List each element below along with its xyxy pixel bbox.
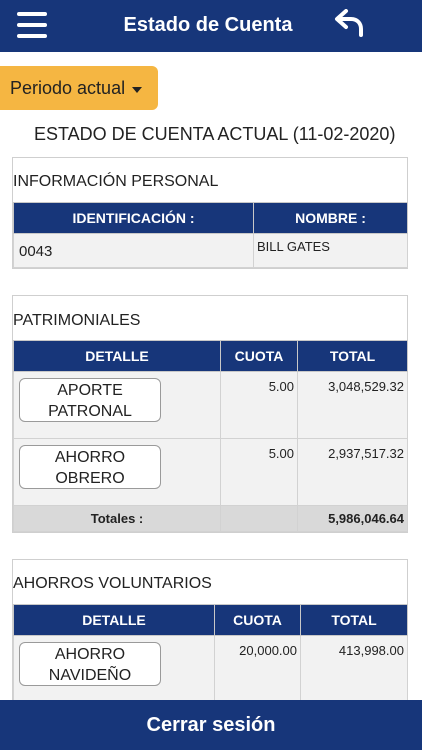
detail-label-line1: AHORRO [54,646,126,663]
detail-label-line2: PATRONAL [48,403,132,420]
voluntarios-card [12,559,408,719]
totals-row [14,506,408,532]
identification-value: 0043 [14,234,254,268]
voluntarios-title: AHORROS VOLUNTARIOS [13,575,212,592]
total-value: 3,048,529.32 [298,372,408,439]
personal-info-title: INFORMACIÓN PERSONAL [13,173,219,190]
cuota-value: 5.00 [221,439,298,506]
table-row [14,234,408,268]
detail-button-ahorro-obrero[interactable] [19,445,161,489]
table-row [14,636,408,703]
name-value: BILL GATES [254,234,408,268]
col-header-cuota: CUOTA [215,605,301,636]
col-header-detalle: DETALLE [14,341,221,372]
app-header [0,0,422,52]
totals-label: Totales : [14,506,221,532]
period-dropdown[interactable] [0,66,158,110]
patrimoniales-table [13,340,408,532]
col-header-identificacion: IDENTIFICACIÓN : [14,203,254,234]
logout-button[interactable]: Cerrar sesión [0,700,422,750]
caret-down-icon [132,87,142,93]
table-row [14,372,408,439]
detail-label-line1: APORTE [57,382,123,399]
total-value: 413,998.00 [301,636,408,703]
voluntarios-table [13,604,408,703]
col-header-total: TOTAL [301,605,408,636]
col-header-cuota: CUOTA [221,341,298,372]
header-title: Estado de Cuenta [123,14,293,36]
detail-label-line2: NAVIDEÑO [48,667,132,684]
col-header-detalle: DETALLE [14,605,215,636]
detail-button-ahorro-navideno[interactable] [19,642,161,686]
detail-label-line2: OBRERO [55,470,125,487]
page-heading: ESTADO DE CUENTA ACTUAL (11-02-2020) [34,124,396,144]
col-header-nombre: NOMBRE : [254,203,408,234]
cuota-value: 5.00 [221,372,298,439]
patrimoniales-title: PATRIMONIALES [13,312,141,329]
totals-value: 5,986,046.64 [298,506,408,532]
personal-info-table [13,202,408,268]
col-header-total: TOTAL [298,341,408,372]
undo-arrow-icon[interactable] [334,9,364,37]
personal-info-card [12,157,408,269]
patrimoniales-card [12,295,408,533]
detail-label-line1: AHORRO [54,449,126,466]
table-row [14,439,408,506]
detail-button-aporte-patronal[interactable] [19,378,161,422]
total-value: 2,937,517.32 [298,439,408,506]
period-dropdown-label: Periodo actual [10,78,126,98]
cuota-value: 20,000.00 [215,636,301,703]
